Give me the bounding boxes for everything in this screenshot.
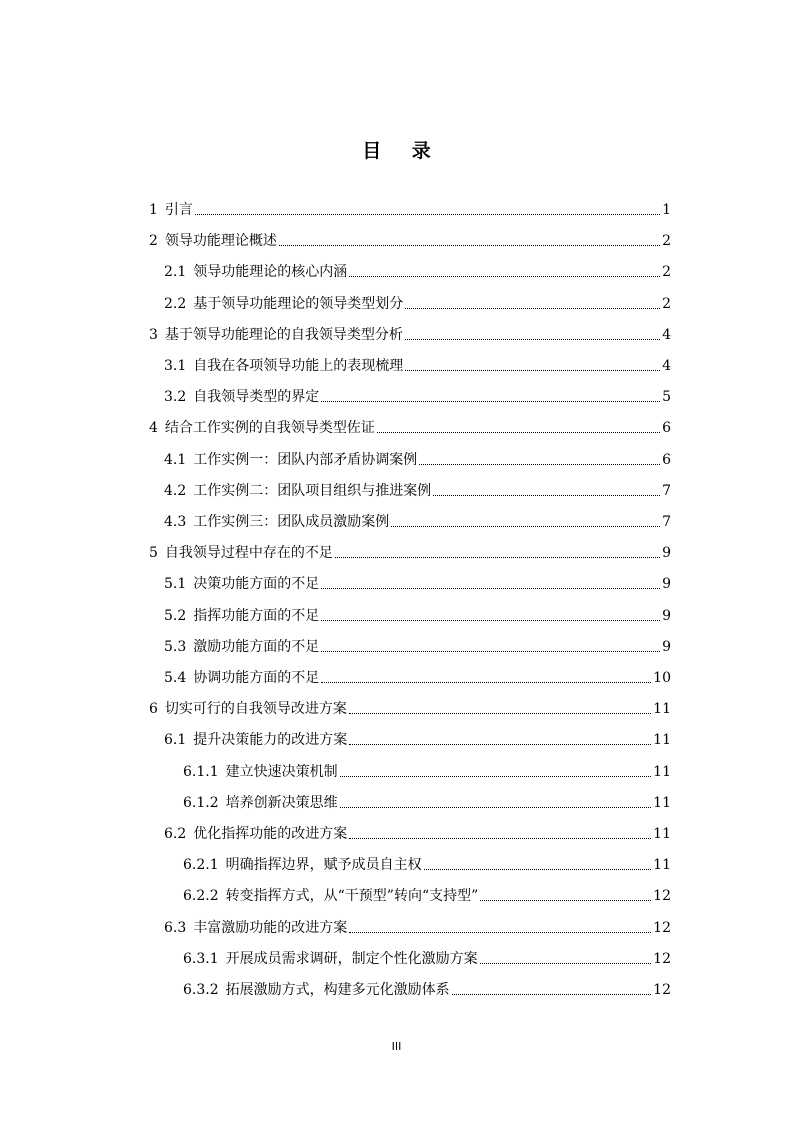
toc-entry-number: 4 <box>149 420 158 437</box>
toc-entry-number: 4.3 <box>164 514 187 530</box>
toc-dot-leader <box>480 900 651 901</box>
toc-entry-page: 11 <box>653 732 671 749</box>
toc-entry-title: 协调功能方面的不足 <box>193 670 320 686</box>
toc-entry-page: 6 <box>662 420 671 437</box>
toc-dot-leader <box>321 651 660 652</box>
toc-entry[interactable] <box>0 694 793 718</box>
toc-entry-title: 激励功能方面的不足 <box>193 638 320 655</box>
toc-entry-title: 自我领导类型的界定 <box>193 389 320 406</box>
toc-entry-page: 11 <box>653 763 671 780</box>
toc-entry-page: 12 <box>653 982 671 998</box>
toc-dot-leader <box>433 495 660 496</box>
toc-entry-number: 3.2 <box>164 389 187 406</box>
toc-entry[interactable] <box>0 413 793 437</box>
toc-entry-number: 5.4 <box>164 670 187 686</box>
toc-entry-page: 11 <box>653 857 671 874</box>
toc-dot-leader <box>405 370 660 371</box>
toc-entry-page: 12 <box>653 950 671 967</box>
toc-entry-title: 优化指挥功能的改进方案 <box>193 826 348 842</box>
toc-entry[interactable] <box>0 913 793 937</box>
toc-entry-number: 4.1 <box>164 451 187 468</box>
toc-dot-leader <box>349 838 651 839</box>
toc-dot-leader <box>424 869 652 870</box>
toc-entry-title: 指挥功能方面的不足 <box>193 607 320 624</box>
toc-entry-number: 6.2 <box>164 826 187 842</box>
toc-dot-leader <box>321 682 651 683</box>
toc-entry-number: 5.2 <box>164 607 187 624</box>
toc-entry-number: 6.2.2 <box>183 888 219 905</box>
toc-entry-title: 工作实例三：团队成员激励案例 <box>193 514 390 530</box>
toc-entry[interactable] <box>0 788 793 812</box>
toc-entry-number: 6.1.1 <box>183 763 219 780</box>
toc-entry-title: 切实可行的自我领导改进方案 <box>164 701 347 718</box>
toc-entry-page: 11 <box>653 826 671 842</box>
toc-entry-page: 7 <box>662 514 671 530</box>
toc-entry-number: 4.2 <box>164 482 187 499</box>
toc-entry-number: 5 <box>149 545 158 562</box>
toc-entry-number: 1 <box>149 202 158 218</box>
toc-entry[interactable] <box>0 881 793 905</box>
toc-entry-title: 提升决策能力的改进方案 <box>193 732 348 749</box>
toc-entry[interactable] <box>0 757 793 781</box>
toc-entry-page: 9 <box>662 638 671 655</box>
toc-entry-number: 2 <box>149 233 158 250</box>
toc-entry-title: 领导功能理论概述 <box>164 233 277 250</box>
toc-entry-page: 11 <box>653 701 671 718</box>
toc-dot-leader <box>452 994 652 995</box>
toc-entry-page: 9 <box>662 607 671 624</box>
toc-title: 目 录 <box>362 140 443 162</box>
toc-entry-title: 丰富激励功能的改进方案 <box>193 919 348 936</box>
toc-entry-page: 4 <box>662 326 671 343</box>
toc-entry-title: 拓展激励方式，构建多元化激励体系 <box>225 982 450 998</box>
toc-entry[interactable] <box>0 975 793 999</box>
toc-entry[interactable] <box>0 382 793 406</box>
toc-entry[interactable] <box>0 226 793 250</box>
toc-entry-page: 12 <box>653 919 671 936</box>
toc-dot-leader <box>349 744 651 745</box>
toc-entry-title: 工作实例二：团队项目组织与推进案例 <box>193 482 432 499</box>
toc-dot-leader <box>279 245 660 246</box>
toc-entry-page: 10 <box>653 670 671 686</box>
toc-dot-leader <box>349 713 651 714</box>
toc-entry-title: 基于领导功能理论的领导类型划分 <box>193 295 404 312</box>
toc-entry-page: 6 <box>662 451 671 468</box>
toc-entry-title: 引言 <box>164 202 193 218</box>
toc-entry[interactable] <box>0 944 793 968</box>
toc-dot-leader <box>321 588 660 589</box>
toc-entry[interactable] <box>0 289 793 313</box>
page-number: III <box>391 1040 402 1053</box>
toc-entry[interactable] <box>0 725 793 749</box>
toc-dot-leader <box>391 526 660 527</box>
toc-entry-number: 6.3.1 <box>183 950 219 967</box>
toc-entry-page: 7 <box>662 482 671 499</box>
toc-entry-number: 6.1 <box>164 732 187 749</box>
toc-entry-page: 12 <box>653 888 671 905</box>
toc-entry-title: 开展成员需求调研，制定个性化激励方案 <box>225 950 478 967</box>
toc-dot-leader <box>405 339 660 340</box>
toc-dot-leader <box>480 963 652 964</box>
toc-entry[interactable] <box>0 507 793 531</box>
toc-entry-title: 决策功能方面的不足 <box>193 576 320 593</box>
toc-entry[interactable] <box>0 601 793 625</box>
toc-entry-title: 明确指挥边界，赋予成员自主权 <box>225 857 422 874</box>
toc-entry-number: 6.2.1 <box>183 857 219 874</box>
toc-entry[interactable] <box>0 476 793 500</box>
toc-entry[interactable] <box>0 850 793 874</box>
toc-entry-title: 领导功能理论的核心内涵 <box>193 264 348 281</box>
toc-entry-page: 9 <box>662 576 671 593</box>
toc-entry-title: 工作实例一：团队内部矛盾协调案例 <box>193 451 418 468</box>
toc-entry-title: 建立快速决策机制 <box>225 763 338 780</box>
toc-dot-leader <box>340 807 652 808</box>
toc-dot-leader <box>335 557 660 558</box>
toc-dot-leader <box>321 401 660 402</box>
toc-entry[interactable] <box>0 632 793 656</box>
toc-dot-leader <box>349 276 660 277</box>
toc-dot-leader <box>405 308 660 309</box>
toc-entry-page: 2 <box>662 233 671 250</box>
toc-entry-title: 结合工作实例的自我领导类型佐证 <box>164 420 375 437</box>
toc-entry[interactable] <box>0 320 793 344</box>
toc-entry-page: 5 <box>662 389 671 406</box>
toc-entry-number: 5.3 <box>164 638 187 655</box>
toc-entry-number: 6.3 <box>164 919 187 936</box>
toc-entry-number: 3 <box>149 326 158 343</box>
toc-entry-number: 2.2 <box>164 295 187 312</box>
toc-entry-title: 培养创新决策思维 <box>225 794 338 811</box>
toc-dot-leader <box>377 432 660 433</box>
toc-dot-leader <box>419 464 660 465</box>
toc-entry-title: 转变指挥方式，从“干预型”转向“支持型” <box>225 888 479 905</box>
toc-entry[interactable] <box>0 257 793 281</box>
toc-entry-page: 4 <box>662 358 671 374</box>
toc-entry-number: 5.1 <box>164 576 187 593</box>
toc-entry-page: 11 <box>653 794 671 811</box>
toc-entry-title: 自我在各项领导功能上的表现梳理 <box>193 358 404 374</box>
toc-entry[interactable] <box>0 195 793 219</box>
toc-dot-leader <box>340 776 652 777</box>
toc-entry[interactable] <box>0 819 793 843</box>
toc-entry-number: 6 <box>149 701 158 718</box>
toc-dot-leader <box>321 620 660 621</box>
toc-entry[interactable] <box>0 445 793 469</box>
toc-entry-page: 2 <box>662 295 671 312</box>
toc-entry-number: 6.1.2 <box>183 794 219 811</box>
toc-dot-leader <box>349 932 651 933</box>
toc-entry[interactable] <box>0 538 793 562</box>
toc-entry-title: 基于领导功能理论的自我领导类型分析 <box>164 326 403 343</box>
toc-dot-leader <box>195 214 660 215</box>
toc-entry-number: 3.1 <box>164 358 187 374</box>
toc-entry[interactable] <box>0 351 793 375</box>
toc-entry-page: 1 <box>662 202 671 218</box>
toc-entry[interactable] <box>0 569 793 593</box>
toc-entry[interactable] <box>0 663 793 687</box>
toc-entry-page: 9 <box>662 545 671 562</box>
toc-entry-number: 6.3.2 <box>183 982 219 998</box>
toc-entry-title: 自我领导过程中存在的不足 <box>164 545 333 562</box>
toc-entry-page: 2 <box>662 264 671 281</box>
toc-entry-number: 2.1 <box>164 264 187 281</box>
